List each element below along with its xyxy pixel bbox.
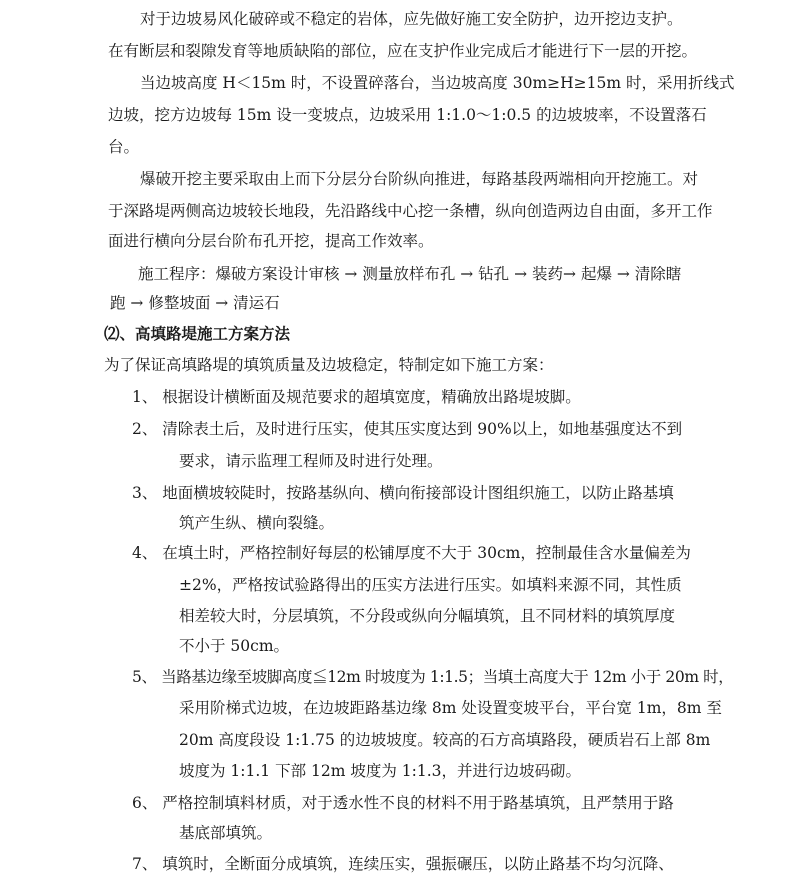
paragraph-line: 边坡，挖方边坡每 15m 设一变坡点，边坡采用 1:1.0～1:0.5 的边坡坡率，不设置落石 bbox=[108, 106, 707, 124]
paragraph-line: 于深路堤两侧高边坡较长地段，先沿路线中心挖一条槽，纵向创造两边自由面，多开工作 bbox=[108, 202, 713, 220]
paragraph-line: 台。 bbox=[108, 138, 140, 156]
paragraph-line: 在有断层和裂隙发育等地质缺陷的部位，应在支护作业完成后才能进行下一层的开挖。 bbox=[108, 42, 698, 60]
list-item-continuation: 20m 高度段设 1:1.75 的边坡坡度。较高的石方高填路段，硬质岩石上部 8m bbox=[179, 731, 711, 749]
section-heading: ⑵、高填路堤施工方案方法 bbox=[104, 324, 291, 343]
paragraph-line: 当边坡高度 H＜15m 时，不设置碎落台，当边坡高度 30m≥H≥15m 时，采用折线式 bbox=[140, 74, 735, 92]
list-item-continuation: 相差较大时，分层填筑，不分段或纵向分幅填筑，且不同材料的填筑厚度 bbox=[179, 607, 676, 625]
list-item-continuation: 采用阶梯式边坡，在边坡距路基边缘 8m 处设置变坡平台，平台宽 1m，8m 至 bbox=[179, 699, 722, 717]
paragraph-line: 爆破开挖主要采取由上而下分层分台阶纵向推进，每路基段两端相向开挖施工。对 bbox=[140, 170, 699, 188]
list-item: 4、 在填土时，严格控制好每层的松铺厚度不大于 30cm，控制最佳含水量偏差为 bbox=[132, 544, 691, 562]
paragraph-line: 对于边坡易风化破碎或不稳定的岩体，应先做好施工安全防护，边开挖边支护。 bbox=[140, 10, 683, 28]
list-item-continuation: 要求，请示监理工程师及时进行处理。 bbox=[179, 452, 443, 470]
list-item-continuation: 坡度为 1:1.1 下部 12m 坡度为 1:1.3，并进行边坡码砌。 bbox=[179, 762, 582, 780]
list-item: 1、 根据设计横断面及规范要求的超填宽度，精确放出路堤坡脚。 bbox=[132, 388, 581, 406]
list-item: 7、 填筑时，全断面分成填筑，连续压实，强振碾压，以防止路基不均匀沉降、 bbox=[132, 855, 674, 873]
paragraph-line: 施工程序：爆破方案设计审核 → 测量放样布孔 → 钻孔 → 装药→ 起爆 → 清除瞎 bbox=[138, 265, 682, 283]
list-item: 2、 清除表土后，及时进行压实，使其压实度达到 90%以上，如地基强度达不到 bbox=[132, 420, 683, 438]
list-item-continuation: 不小于 50cm。 bbox=[179, 637, 290, 655]
paragraph-line: 跑 → 修整坡面 → 清运石 bbox=[110, 294, 280, 312]
list-item-continuation: 基底部填筑。 bbox=[179, 824, 273, 842]
paragraph-line: 为了保证高填路堤的填筑质量及边坡稳定，特制定如下施工方案： bbox=[104, 356, 554, 374]
list-item-continuation: ±2%，严格按试验路得出的压实方法进行压实。如填料来源不同，其性质 bbox=[179, 576, 682, 594]
list-item: 5、 当路基边缘至坡脚高度≦12m 时坡度为 1:1.5；当填土高度大于 12m 小于 20m 时， bbox=[132, 668, 734, 686]
list-item-continuation: 筑产生纵、横向裂缝。 bbox=[179, 514, 335, 532]
list-item: 3、 地面横坡较陡时，按路基纵向、横向衔接部设计图组织施工，以防止路基填 bbox=[132, 484, 674, 502]
paragraph-line: 面进行横向分层台阶布孔开挖，提高工作效率。 bbox=[108, 232, 434, 250]
list-item: 6、 严格控制填料材质，对于透水性不良的材料不用于路基填筑，且严禁用于路 bbox=[132, 794, 674, 812]
